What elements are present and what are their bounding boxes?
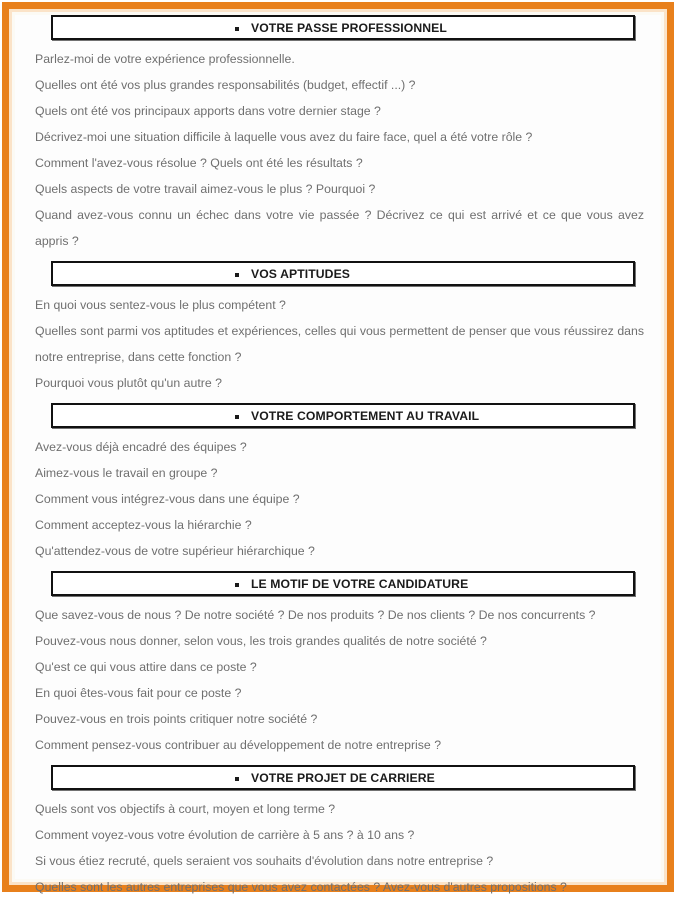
question-line: Avez-vous déjà encadré des équipes ? [35,440,247,454]
question-line: Comment acceptez-vous la hiérarchie ? [35,518,252,532]
section [15,15,661,254]
square-bullet-icon [235,415,239,419]
question-line: Quels sont vos objectifs à court, moyen et long terme ? [35,802,336,816]
question-line: Quelles sont les autres entreprises que vous avez contactées ? Avez-vous d'autres propositions ? [35,880,567,894]
question-line: Pourquoi vous plutôt qu'un autre ? [35,376,222,390]
question-line: Décrivez-moi une situation difficile à laquelle vous avez du faire face, quel a été votre rôle ? [35,130,533,144]
question-line: Comment pensez-vous contribuer au développement de notre entreprise ? [35,738,442,752]
question-line: Que savez-vous de nous ? De notre société ? De nos produits ? De nos clients ? De nos concurrents ? [35,608,596,622]
question-line: Qu'est ce qui vous attire dans ce poste ? [35,660,257,674]
question-line: Comment vous intégrez-vous dans une équipe ? [35,492,300,506]
question-list [15,602,661,758]
section [15,396,661,564]
section-heading-box [51,403,635,428]
question-line: Quels aspects de votre travail aimez-vous le plus ? Pourquoi ? [35,182,376,196]
square-bullet-icon [235,27,239,31]
section-spacer [15,758,661,765]
question-line: Quelles sont parmi vos aptitudes et expériences, celles qui vous permettent de penser que vous réussirez dans notre entreprise, dans cette fonction ? [35,324,644,364]
question-line: Quels ont été vos principaux apports dans votre dernier stage ? [35,104,381,118]
section [15,254,661,396]
square-bullet-icon [235,583,239,587]
section-heading-box [51,261,635,286]
question-line: Comment voyez-vous votre évolution de carrière à 5 ans ? à 10 ans ? [35,828,415,842]
square-bullet-icon [235,273,239,277]
question-line: Parlez-moi de votre expérience professionnelle. [35,52,295,66]
question-line: Pouvez-vous nous donner, selon vous, les trois grandes qualités de notre société ? [35,634,487,648]
document-body [15,15,661,894]
question-line: En quoi êtes-vous fait pour ce poste ? [35,686,242,700]
section-spacer [15,564,661,571]
question-line: Comment l'avez-vous résolue ? Quels ont été les résultats ? [35,156,363,170]
section-heading-label: VOS APTITUDES [251,267,351,281]
question-line: Quelles ont été vos plus grandes responsabilités (budget, effectif ...) ? [35,78,416,92]
question-line: Quand avez-vous connu un échec dans votre vie passée ? Décrivez ce qui est arrivé et ce que vous avez appris ? [35,208,644,248]
question-line: Pouvez-vous en trois points critiquer notre société ? [35,712,318,726]
section-heading-box [51,15,635,40]
section-heading-label: LE MOTIF DE VOTRE CANDIDATURE [251,577,469,591]
question-list [15,292,661,396]
section [15,564,661,758]
question-line: Si vous étiez recruté, quels seraient vos souhaits d'évolution dans notre entreprise ? [35,854,494,868]
section-heading-label: VOTRE PASSE PROFESSIONNEL [251,21,447,35]
section-spacer [15,254,661,261]
question-list [15,46,661,254]
question-line: Aimez-vous le travail en groupe ? [35,466,218,480]
question-list [15,796,661,900]
section-spacer [15,396,661,403]
section-heading-box [51,571,635,596]
section [15,758,661,900]
question-line: En quoi vous sentez-vous le plus compétent ? [35,298,286,312]
square-bullet-icon [235,777,239,781]
section-heading-label: VOTRE PROJET DE CARRIERE [251,771,435,785]
section-heading-label: VOTRE COMPORTEMENT AU TRAVAIL [251,409,480,423]
question-list [15,434,661,564]
section-heading-box [51,765,635,790]
question-line: Qu'attendez-vous de votre supérieur hiérarchique ? [35,544,315,558]
